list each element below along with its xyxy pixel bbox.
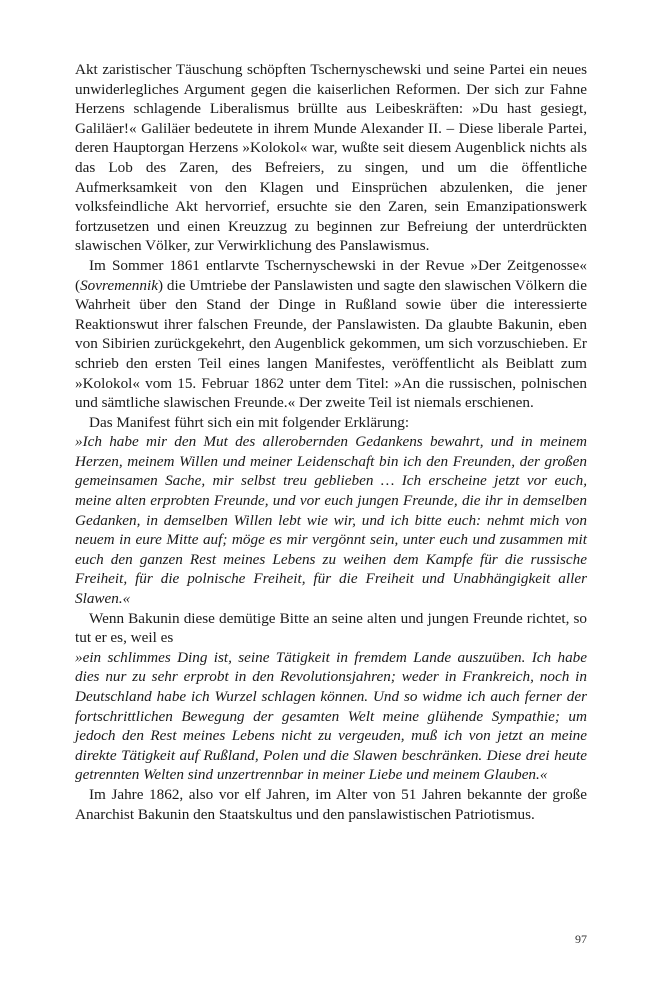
paragraph-2 [75, 256, 587, 413]
paragraph-2-lead: Im Sommer 1861 entlarvte Tschernyschewski in der Revue »Der Zeitgenosse« ( [75, 256, 587, 294]
paragraph-3: Das Manifest führt sich ein mit folgender Erklärung: [89, 413, 410, 431]
paragraph-4: Wenn Bakunin diese demütige Bitte an seine alten und jungen Freunde richtet, so tut er es, weil es [75, 609, 587, 647]
page-body [75, 60, 587, 824]
paragraph-2-rest: ) die Umtriebe der Panslawisten und sagte den slawischen Völkern die Wahrheit über den Stand der Dinge in Rußland sowie über die interessierte Reaktionswut ihrer falschen Freunde, der Panslawisten. Da glaubte Bakunin, eben von Sibirien zurückgekehrt, den Augenblick gekommen, um sich vorzuschieben. Er schrieb den ersten Teil eines langen Manifestes, veröffentlicht als Beiblatt zum »Kolokol« vom 15. Februar 1862 unter dem Titel: »An die russischen, polnischen und sämtliche slawischen Freunde.« Der zweite Teil ist niemals erschienen. [75, 276, 587, 412]
paragraph-5: Im Jahre 1862, also vor elf Jahren, im Alter von 51 Jahren bekannte der große Anarchist Bakunin den Staatskultus und den panslawistischen Patriotismus. [75, 785, 587, 823]
journal-title: Sovremennik [80, 276, 158, 294]
block-quote-2: »ein schlimmes Ding ist, seine Tätigkeit in fremdem Lande auszuüben. Ich habe dies nur zu sehr erprobt in den Revolutionsjahren; weder in Frankreich, noch in Deutschland habe ich Wurzel schlagen können. Und so widme ich auch ferner der fortschrittlichen Bewegung der gesamten Welt meine glühende Sympathie; um jedoch den Rest meines Lebens nicht zu vergeuden, muß ich von jetzt an meine direkte Tätigkeit auf Rußland, Polen und die Slawen beschränken. Diese drei heute getrennten Welten sind unzertrennbar in meiner Liebe und meinem Glauben.« [75, 648, 587, 784]
paragraph-1: Akt zaristischer Täuschung schöpften Tschernyschewski und seine Partei ein neues unwiderlegliches Argument gegen die kaiserlichen Reformen. Der sich zur Fahne Herzens schlagende Liberalismus brüllte aus Leibeskräften: »Du hast gesiegt, Galiläer!« Galiläer bedeutete in ihrem Munde Alexander II. – Diese liberale Partei, deren Hauptorgan Herzens »Kolokol« war, wußte seit diesem Augenblick nichts als das Lob des Zaren, des Befreiers, zu singen, und um die öffentliche Aufmerksamkeit von den Klagen und Einsprüchen abzulenken, die jener volksfeindliche Akt hervorrief, ersuchte sie den Zaren, sein Emanzipationswerk fortzusetzen und einen Kreuzzug zu beginnen zur Befreiung der unterdrückten slawischen Völker, zur Verwirklichung des Panslawismus. [75, 61, 587, 255]
block-quote-1: »Ich habe mir den Mut des allerobernden Gedankens bewahrt, und in meinem Herzen, meinem Willen und meiner Leidenschaft bin ich den Freunden, der großen gemeinsamen Sache, mir selbst treu geblieben … Ich erscheine jetzt vor euch, meine alten erprobten Freunde, und vor euch jungen Freunde, die ihr in demselben Gedanken, in demselben Willen lebt wie wir, und ich bitte euch: nehmt mich von neuem in eure Mitte auf; möge es mir vergönnt sein, unter euch und zusammen mit euch den ganzen Rest meines Lebens zu weihen dem Kampfe für die russische Freiheit, für die polnische Freiheit, für die Freiheit und Unabhängigkeit aller Slawen.« [75, 433, 587, 608]
page-number: 97 [575, 932, 587, 946]
